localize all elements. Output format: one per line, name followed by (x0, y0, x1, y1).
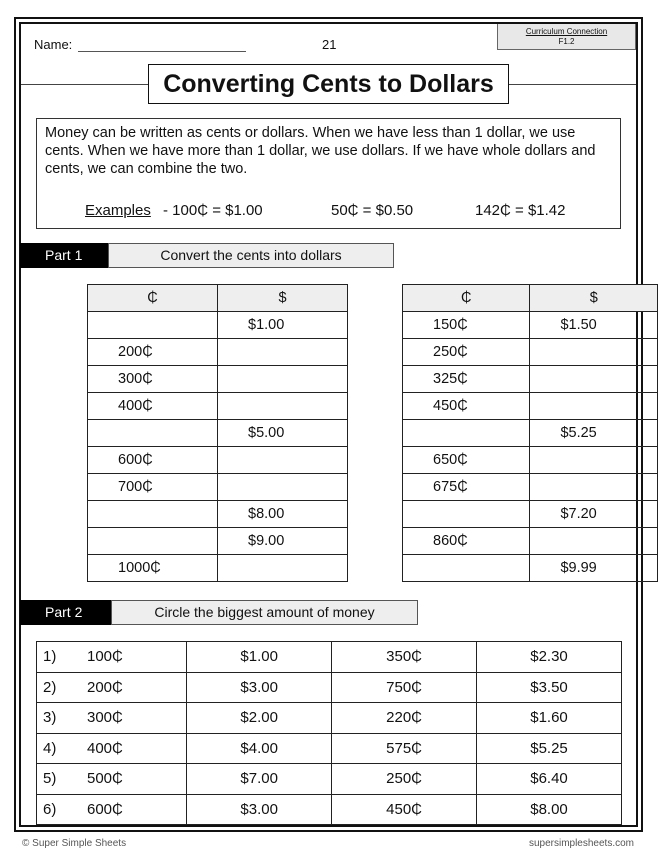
table-row (88, 474, 348, 501)
examples-label: Examples (85, 202, 151, 219)
dollars-cell[interactable] (530, 366, 658, 393)
dollars-cell[interactable] (530, 339, 658, 366)
amount-cell[interactable]: 750₵ (332, 672, 477, 703)
table-row (37, 672, 622, 703)
dollars-cell[interactable]: $9.99 (530, 555, 658, 582)
part1-instruction: Convert the cents into dollars (108, 243, 394, 268)
table-row (88, 366, 348, 393)
part2-header (20, 600, 418, 625)
name-field[interactable] (34, 37, 246, 52)
amount: 600₵ (87, 800, 123, 818)
row-number: 3) (43, 709, 57, 727)
row-number: 2) (43, 678, 57, 696)
cents-cell[interactable]: 300₵ (88, 366, 218, 393)
dollars-cell[interactable]: $5.25 (530, 420, 658, 447)
dollars-cell[interactable] (530, 474, 658, 501)
dollars-cell[interactable]: $9.00 (218, 528, 348, 555)
amount-cell[interactable]: $3.00 (187, 794, 332, 825)
dollars-cell[interactable] (218, 366, 348, 393)
amount-cell[interactable]: $7.00 (187, 764, 332, 795)
amount-cell[interactable] (37, 703, 187, 734)
intro-text: Money can be written as cents or dollars. When we have less than 1 dollar, we use cents. When we have more than 1 dollar, we use dollars. If we have whole dollars and cents, we can combine the two. (45, 125, 596, 177)
dollars-cell[interactable] (218, 447, 348, 474)
part1-header (20, 243, 394, 268)
amount-cell[interactable]: 575₵ (332, 733, 477, 764)
part1-table-right (402, 284, 658, 582)
cents-cell[interactable]: 450₵ (403, 393, 530, 420)
amount-cell[interactable] (37, 794, 187, 825)
table-row (403, 555, 658, 582)
cents-cell[interactable] (403, 555, 530, 582)
table-row (403, 528, 658, 555)
dollars-cell[interactable]: $5.00 (218, 420, 348, 447)
column-header: $ (530, 285, 658, 312)
part1-label: Part 1 (20, 243, 108, 268)
amount-cell[interactable] (37, 733, 187, 764)
footer-website[interactable]: supersimplesheets.com (528, 838, 634, 849)
cents-cell[interactable] (88, 420, 218, 447)
part2-table (36, 641, 622, 825)
amount-cell[interactable]: $1.00 (187, 642, 332, 673)
name-line[interactable] (78, 39, 246, 52)
page-title: Converting Cents to Dollars (148, 64, 509, 104)
dollars-cell[interactable] (218, 339, 348, 366)
cents-cell[interactable]: 650₵ (403, 447, 530, 474)
amount-cell[interactable] (37, 764, 187, 795)
amount-cell[interactable]: $1.60 (477, 703, 622, 734)
row-number: 1) (43, 648, 57, 666)
table-header-row (88, 285, 348, 312)
row-number: 4) (43, 739, 57, 757)
curriculum-title: Curriculum Connection (525, 27, 608, 36)
column-header: ₵ (403, 285, 530, 312)
table-row (88, 528, 348, 555)
table-row (403, 312, 658, 339)
table-row (37, 764, 622, 795)
dollars-cell[interactable] (218, 393, 348, 420)
table-row (88, 555, 348, 582)
part1-table-left (87, 284, 348, 582)
example-3: 142₵ = $1.42 (475, 202, 566, 219)
column-header: ₵ (88, 285, 218, 312)
part2-label: Part 2 (20, 600, 111, 625)
page-number: 21 (322, 37, 337, 52)
amount-cell[interactable]: 250₵ (332, 764, 477, 795)
name-label: Name: (34, 37, 73, 52)
amount-cell[interactable]: 450₵ (332, 794, 477, 825)
amount-cell[interactable]: 350₵ (332, 642, 477, 673)
cents-cell[interactable] (403, 420, 530, 447)
row-number: 5) (43, 770, 57, 788)
table-row (37, 642, 622, 673)
dollars-cell[interactable] (530, 393, 658, 420)
table-row (88, 339, 348, 366)
table-row (88, 420, 348, 447)
dollars-cell[interactable]: $1.00 (218, 312, 348, 339)
curriculum-connection-box (497, 24, 636, 50)
cents-cell[interactable] (403, 501, 530, 528)
table-row (403, 447, 658, 474)
table-row (403, 339, 658, 366)
table-row (403, 393, 658, 420)
amount-cell[interactable]: $4.00 (187, 733, 332, 764)
dollars-cell[interactable] (218, 474, 348, 501)
amount-cell[interactable] (37, 642, 187, 673)
example-2: 50₵ = $0.50 (331, 202, 414, 219)
table-row (88, 447, 348, 474)
cents-cell[interactable] (88, 312, 218, 339)
amount-cell[interactable]: $2.30 (477, 642, 622, 673)
cents-cell[interactable]: 200₵ (88, 339, 218, 366)
cents-cell[interactable]: 860₵ (403, 528, 530, 555)
dollars-cell[interactable]: $8.00 (218, 501, 348, 528)
intro-box (36, 118, 621, 229)
amount-cell[interactable]: $6.40 (477, 764, 622, 795)
cents-cell[interactable]: 675₵ (403, 474, 530, 501)
amount-cell[interactable]: $3.00 (187, 672, 332, 703)
table-header-row (403, 285, 658, 312)
cents-cell[interactable]: 600₵ (88, 447, 218, 474)
dollars-cell[interactable] (530, 528, 658, 555)
table-row (37, 794, 622, 825)
dollars-cell[interactable]: $1.50 (530, 312, 658, 339)
amount-cell[interactable]: $3.50 (477, 672, 622, 703)
cents-cell[interactable]: 400₵ (88, 393, 218, 420)
amount: 200₵ (87, 678, 123, 696)
cents-cell[interactable] (88, 528, 218, 555)
cents-cell[interactable]: 325₵ (403, 366, 530, 393)
amount-cell[interactable]: 220₵ (332, 703, 477, 734)
amount: 400₵ (87, 739, 123, 757)
cents-cell[interactable]: 150₵ (403, 312, 530, 339)
cents-cell[interactable] (88, 501, 218, 528)
amount: 100₵ (87, 648, 123, 666)
row-number: 6) (43, 800, 57, 818)
cents-cell[interactable]: 700₵ (88, 474, 218, 501)
table-row (88, 501, 348, 528)
example-1: - 100₵ = $1.00 (163, 202, 263, 219)
table-row (37, 733, 622, 764)
dollars-cell[interactable] (218, 555, 348, 582)
amount-cell[interactable]: $5.25 (477, 733, 622, 764)
table-row (88, 393, 348, 420)
curriculum-code: F1.2 (558, 37, 575, 46)
cents-cell[interactable]: 250₵ (403, 339, 530, 366)
part2-instruction: Circle the biggest amount of money (111, 600, 418, 625)
table-row (403, 501, 658, 528)
table-row (37, 703, 622, 734)
dollars-cell[interactable]: $7.20 (530, 501, 658, 528)
table-row (403, 366, 658, 393)
amount-cell[interactable] (37, 672, 187, 703)
table-row (403, 474, 658, 501)
table-row (88, 312, 348, 339)
cents-cell[interactable]: 1000₵ (88, 555, 218, 582)
amount-cell[interactable]: $8.00 (477, 794, 622, 825)
footer-copyright: © Super Simple Sheets (22, 838, 127, 849)
dollars-cell[interactable] (530, 447, 658, 474)
amount: 500₵ (87, 770, 123, 788)
column-header: $ (218, 285, 348, 312)
amount-cell[interactable]: $2.00 (187, 703, 332, 734)
table-row (403, 420, 658, 447)
amount: 300₵ (87, 709, 123, 727)
